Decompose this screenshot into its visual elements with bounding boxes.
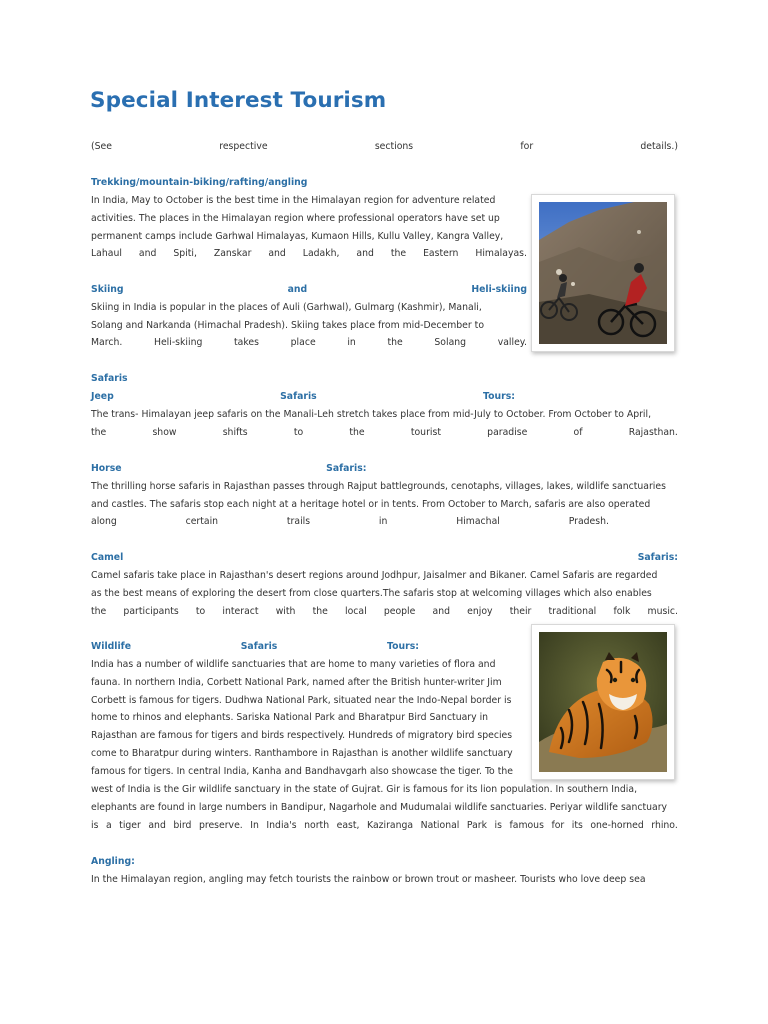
text-line: In the Himalayan region, angling may fetch tourists the rainbow or brown trout or masheer. Tourists who love deep sea xyxy=(91,874,646,885)
camel-last-line xyxy=(91,603,678,621)
word: to xyxy=(195,606,206,617)
word: their xyxy=(509,606,532,617)
horse-last-line xyxy=(91,513,609,531)
word: for xyxy=(551,820,565,831)
word: Pradesh. xyxy=(568,516,609,527)
word: sections xyxy=(374,141,414,152)
word: Safaris xyxy=(240,641,278,652)
word: Horse xyxy=(91,463,122,474)
word: of xyxy=(573,427,583,438)
jeep-last-line xyxy=(91,424,678,442)
word: its xyxy=(571,820,583,831)
word: Ladakh, xyxy=(302,248,340,259)
word: March. xyxy=(91,337,123,348)
word: Heli-skiing xyxy=(471,284,527,295)
wildlife-paragraph-wide xyxy=(91,781,678,817)
skiing-heading xyxy=(91,281,527,299)
wildlife-last-line xyxy=(91,817,678,835)
word: the xyxy=(349,427,365,438)
word: Solang xyxy=(434,337,467,348)
word: Zanskar xyxy=(213,248,252,259)
word: with xyxy=(275,606,296,617)
word: is xyxy=(91,820,99,831)
word: the xyxy=(91,606,107,617)
word: in xyxy=(378,516,388,527)
word: takes xyxy=(234,337,259,348)
camel-paragraph xyxy=(91,567,678,603)
word: Himalayas. xyxy=(475,248,527,259)
word: Lahaul xyxy=(91,248,122,259)
text-line: fauna. In northern India, Corbett National Park, named after the British hunter-writer Jim xyxy=(91,676,502,688)
word: Tours: xyxy=(483,391,515,402)
word: Spiti, xyxy=(173,248,197,259)
word: famous xyxy=(509,820,544,831)
word: along xyxy=(91,516,117,527)
word: Safaris: xyxy=(637,552,678,563)
word: Tours: xyxy=(387,641,419,652)
horse-safaris-heading xyxy=(91,460,571,478)
word: National xyxy=(420,820,460,831)
page-curl-decoration xyxy=(532,625,546,639)
page-title: Special Interest Tourism xyxy=(90,88,387,113)
text-line: come to Bharatpur during winters. Ranthambore in Rajasthan is another wildlife sanctuary xyxy=(91,747,513,759)
word: Skiing xyxy=(91,284,124,295)
word: paradise xyxy=(487,427,528,438)
word: respective xyxy=(219,141,268,152)
trekking-heading: Trekking/mountain-biking/rafting/angling xyxy=(91,177,308,188)
text-line: Corbett is famous for tigers. Dudhwa National Park, situated near the Indo-Nepal border is xyxy=(91,694,512,706)
intro-line xyxy=(91,138,678,156)
word: India's xyxy=(266,820,297,831)
word: Himachal xyxy=(456,516,500,527)
word: the xyxy=(312,606,328,617)
word: show xyxy=(152,427,177,438)
word: enjoy xyxy=(467,606,493,617)
word: Rajasthan. xyxy=(628,427,678,438)
word: tiger xyxy=(119,820,141,831)
word: rhino. xyxy=(651,820,678,831)
word: Wildlife xyxy=(91,641,132,652)
word: valley. xyxy=(497,337,527,348)
text-line: Camel safaris take place in Rajasthan's desert regions around Jodhpur, Jaisalmer and Bikaner. Camel Safaris are regarded xyxy=(91,570,658,581)
camel-safaris-heading xyxy=(91,549,678,567)
word: the xyxy=(390,248,407,259)
word: in xyxy=(347,337,356,348)
skiing-paragraph xyxy=(91,299,527,335)
word: people xyxy=(383,606,416,617)
word: Heli-skiing xyxy=(153,337,203,348)
jeep-safaris-heading xyxy=(91,388,515,406)
text-line: India has a number of wildlife sanctuaries that are home to many varieties of flora and xyxy=(91,659,496,670)
word: Safaris xyxy=(280,391,317,402)
word: and xyxy=(148,820,166,831)
jeep-paragraph xyxy=(91,406,678,424)
word: and xyxy=(356,248,374,259)
angling-heading: Angling: xyxy=(91,856,135,867)
text-line: Skiing in India is popular in the places of Auli (Garhwal), Gulmarg (Kashmir), Manali, xyxy=(91,302,482,313)
word: to xyxy=(293,427,304,438)
text-line: elephants are found in large numbers in Bandipur, Nagarhole and Mudumalai wildlife sanctuaries. Periyar wildlife sanctuary xyxy=(91,801,668,813)
word: for xyxy=(520,141,534,152)
text-line: home to rhinos and elephants. Sariska National Park and Bharatpur Bird Sanctuary in xyxy=(91,712,489,724)
word: east, xyxy=(336,820,360,831)
tiger-image xyxy=(539,632,667,772)
text-line: permanent camps include Garhwal Himalayas, Kumaon Hills, Kullu Valley, Kangra Valley, xyxy=(91,230,504,242)
word: north xyxy=(304,820,330,831)
skiing-last-line xyxy=(91,334,527,352)
word: Park xyxy=(466,820,487,831)
text-line: Rajasthan are famous for tigers and birds respectively. Hundreds of migratory bird species xyxy=(91,730,513,742)
word: is xyxy=(494,820,502,831)
word: the xyxy=(387,337,403,348)
word: Camel xyxy=(91,552,124,563)
word: place xyxy=(290,337,316,348)
word: bird xyxy=(173,820,192,831)
horse-paragraph xyxy=(91,478,678,514)
text-line: west of India is the Gir wildlife sanctuary in the state of Gujrat. Gir is famous for its lion population. In southern India, xyxy=(91,784,638,795)
text-line: The trans- Himalayan jeep safaris on the Manali-Leh stretch takes place from mid-July to October. From October to April, xyxy=(91,409,652,420)
page-curl-decoration xyxy=(532,195,546,209)
word: Kaziranga xyxy=(367,820,414,831)
wildlife-safaris-heading xyxy=(91,638,419,656)
text-line: The thrilling horse safaris in Rajasthan passes through Rajput battlegrounds, cenotaphs, villages, lakes, wildlife sanctuaries xyxy=(91,481,666,492)
word: traditional xyxy=(548,606,597,617)
word: and xyxy=(268,248,286,259)
word: details.) xyxy=(640,141,678,152)
text-line: as the best means of exploring the desert from close quarters.The safaris stop at welcoming villages which also enables xyxy=(91,587,652,599)
word: and xyxy=(432,606,450,617)
word: Eastern xyxy=(423,248,459,259)
word: the xyxy=(91,427,107,438)
word: tourist xyxy=(410,427,441,438)
word: (See xyxy=(91,141,112,152)
word: a xyxy=(105,820,112,831)
mountain-biking-photo xyxy=(531,194,675,352)
word: preserve. xyxy=(198,820,243,831)
text-line: and castles. The safaris stop each night at a heritage hotel or in tents. From October to March, safaris are also operated xyxy=(91,498,651,510)
biking-image xyxy=(539,202,667,344)
tiger-photo xyxy=(531,624,675,780)
word: local xyxy=(345,606,367,617)
word: music. xyxy=(647,606,678,617)
text-line: activities. The places in the Himalayan region where professional operators have set up xyxy=(91,212,500,224)
word: shifts xyxy=(222,427,248,438)
word: and xyxy=(287,284,308,295)
word: certain xyxy=(185,516,219,527)
word: Safaris: xyxy=(326,463,367,474)
word: Jeep xyxy=(91,391,114,402)
text-line: In India, May to October is the best time in the Himalayan region for adventure related xyxy=(91,195,496,206)
trekking-last-line xyxy=(91,245,527,263)
angling-paragraph xyxy=(91,871,678,889)
safaris-heading: Safaris xyxy=(91,373,128,384)
word: and xyxy=(138,248,157,259)
word: one-horned xyxy=(590,820,644,831)
word: interact xyxy=(222,606,259,617)
text-line: famous for tigers. In central India, Kanha and Bandhavgarh also showcase the tiger. To the xyxy=(91,765,513,777)
word: participants xyxy=(123,606,179,617)
trekking-paragraph xyxy=(91,192,527,245)
text-line: Solang and Narkanda (Himachal Pradesh). Skiing takes place from mid-December to xyxy=(91,319,485,331)
wildlife-paragraph xyxy=(91,656,527,781)
word: In xyxy=(250,820,259,831)
word: trails xyxy=(286,516,311,527)
word: folk xyxy=(613,606,631,617)
